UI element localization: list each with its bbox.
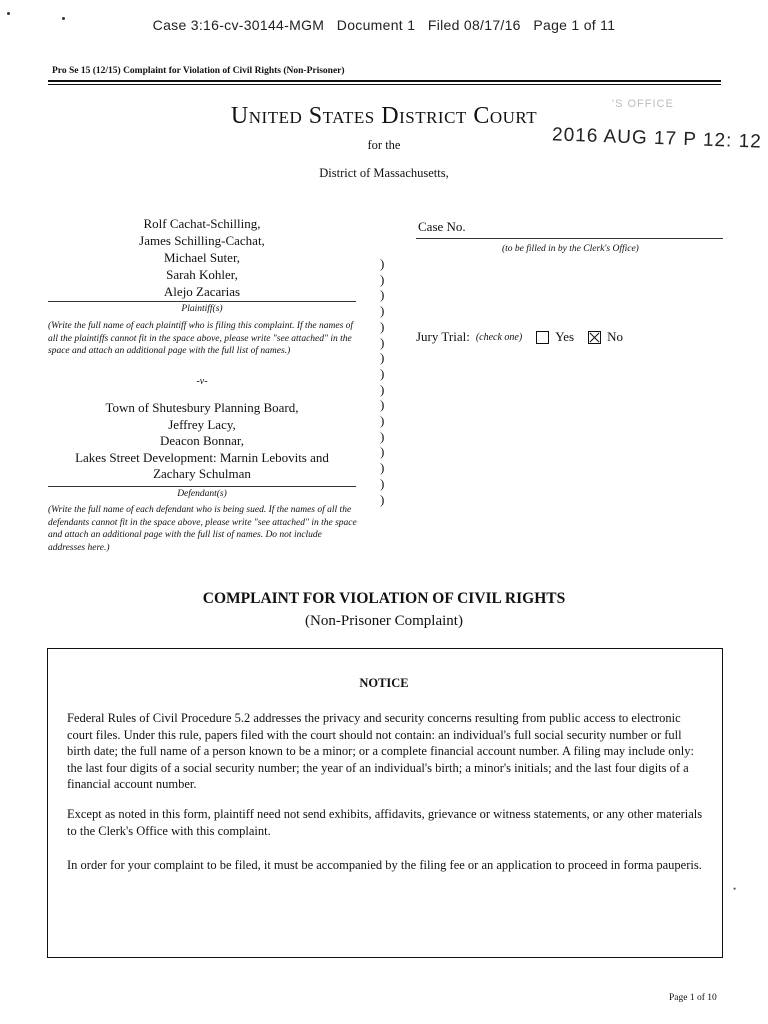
versus: -v- [196,376,208,387]
notice-title: NOTICE [359,676,409,690]
paren: ) [380,428,385,444]
case-number-hint: (to be filled in by the Clerk's Office) [502,244,639,254]
jury-no-label: No [607,329,623,344]
notice-box [47,648,723,958]
defendant-label: Defendant(s) [177,489,227,499]
defendant-name: Lakes Street Development: Marnin Lebovits and [75,449,329,465]
case-number-label: Case No. [418,219,466,234]
plaintiff-name: James Schilling-Cachat, [139,233,265,248]
paren: ) [380,334,385,350]
paren: ) [380,287,385,303]
jury-trial-label: Jury Trial: [416,329,470,344]
header-rule [48,80,721,82]
case-number-field[interactable] [416,238,723,239]
district-name: District of Massachusetts, [319,166,449,180]
defendant-name: Jeffrey Lacy, [168,416,236,432]
paren: ) [380,444,385,460]
plaintiff-name: Rolf Cachat-Schilling, [143,216,261,231]
plaintiff-names [48,215,356,300]
paren: ) [380,256,385,271]
jury-no-checkbox[interactable] [588,331,601,344]
defendant-instruction: (Write the full name of each defendant who is being sued. If the names of all the defendants cannot fit in the space above, please write "see attached" in the space and attach an additional page with the full list of names. Do not include addresses here.) [48,505,357,553]
paren: ) [380,271,385,287]
notice-paragraph: In order for your complaint to be filed, it must be accompanied by the filing fee or an application to proceed in forma pauperis. [67,858,702,872]
paren: ) [380,303,385,319]
notice-paragraph: Federal Rules of Civil Procedure 5.2 addresses the privacy and security concerns resulting from public access to electronic court files. Under this rule, papers filed with the court should not contain: an individual's full social security number or full birth date; the full name of a person known to be a minor; or a complete financial account number. A filing may include only: the last four digits of a social security number; the year of an individual's birth; a minor's initials; and the last four digits of a financial account number. [67,711,694,791]
paren: ) [380,381,385,397]
paren: ) [380,365,385,381]
paren: ) [380,475,385,491]
court-name: United States District Court [230,103,538,129]
plaintiff-instruction: (Write the full name of each plaintiff who is filing this complaint. If the names of all the plaintiffs cannot fit in the space above, please write "see attached" in the space and attach an additional page with the full list of names.) [48,321,354,356]
check-one-hint: (check one) [475,331,523,343]
plaintiff-rule [48,301,356,302]
ecf-header: Case 3:16-cv-30144-MGM Document 1 Filed 08/17/16 Page 1 of 11 [152,17,616,33]
notice-paragraph: Except as noted in this form, plaintiff need not send exhibits, affidavits, grievance or witness statements, or any other materials to the Clerk's Office with this complaint. [67,807,703,838]
scan-speck [7,12,10,15]
paren: ) [380,460,385,476]
plaintiff-name: Alejo Zacarias [163,284,241,299]
jury-trial [416,329,623,345]
caption-parentheses [380,256,384,507]
scan-mark: • [733,884,737,894]
jury-yes-label: Yes [555,329,575,344]
header-rule-thin [48,84,721,85]
form-id: Pro Se 15 (12/15) Complaint for Violation of Civil Rights (Non-Prisoner) [52,66,345,76]
filing-date-stamp: 2016 AUG 17 P 12: 12 [551,124,763,153]
paren: ) [380,413,385,429]
jury-yes-checkbox[interactable] [536,331,549,344]
paren: ) [380,491,385,507]
plaintiff-name: Michael Suter, [163,250,240,265]
plaintiff-label: Plaintiff(s) [181,304,223,314]
defendant-name: Deacon Bonnar, [160,433,244,448]
complaint-title: COMPLAINT FOR VIOLATION OF CIVIL RIGHTS [202,590,566,607]
paren: ) [380,318,385,334]
paren: ) [380,397,385,413]
defendant-name: Town of Shutesbury Planning Board, [105,400,299,415]
defendant-name: Zachary Schulman [153,466,251,481]
defendant-names [48,400,356,483]
clerk-office-stamp-faint: 'S OFFICE [612,98,674,110]
complaint-subtitle: (Non-Prisoner Complaint) [305,613,463,629]
page-number: Page 1 of 10 [669,993,717,1003]
defendant-rule [48,486,356,487]
for-the: for the [367,138,401,152]
paren: ) [380,350,385,366]
plaintiff-name: Sarah Kohler, [166,267,238,282]
